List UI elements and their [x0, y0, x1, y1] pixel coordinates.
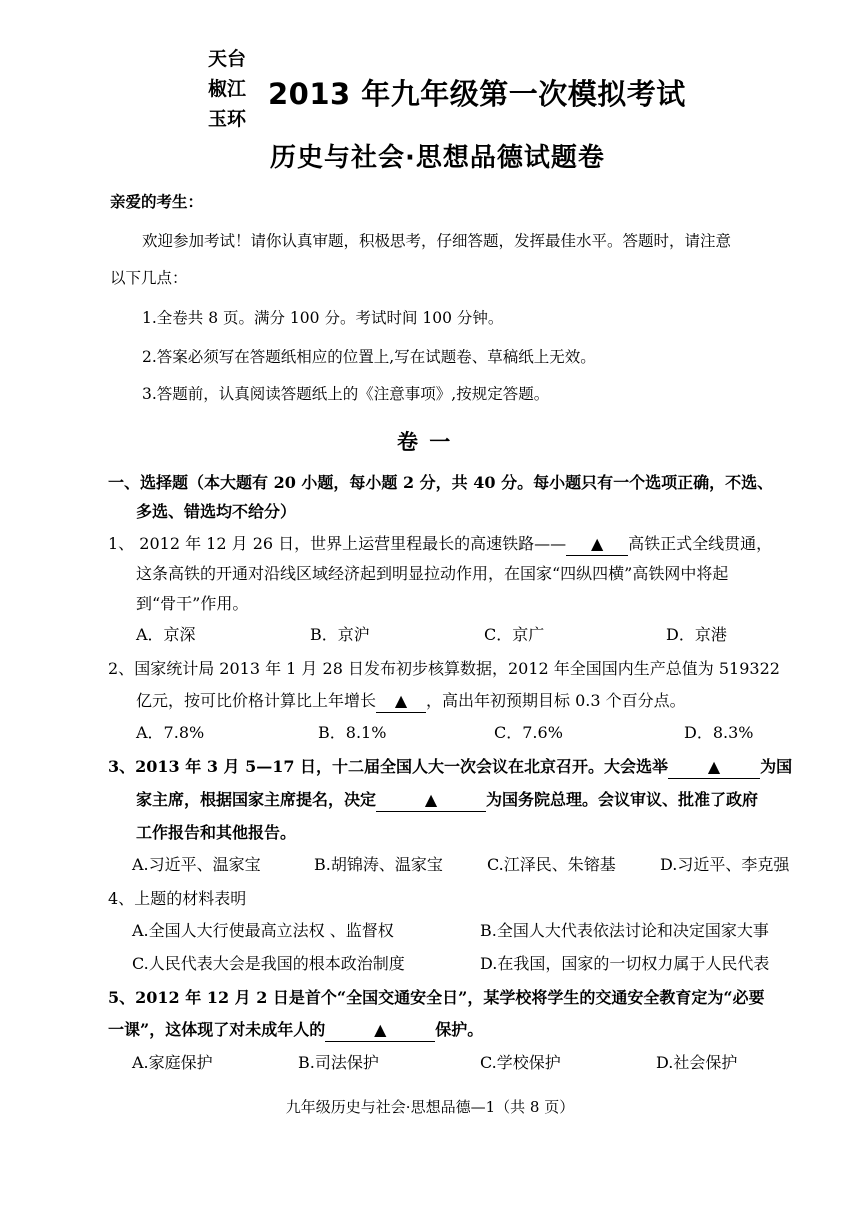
note-item: 1.全卷共 8 页。满分 100 分。考试时间 100 分钟。: [142, 309, 504, 327]
option-c: C．京广: [484, 625, 545, 644]
option-b: B.司法保护: [298, 1053, 379, 1072]
question-text: 亿元，按可比价格计算比上年增长 ▲ ，高出年初预期目标 0.3 个百分点。: [136, 688, 686, 713]
question-3: 3、2013 年 3 月 5—17 日，十二届全国人大一次会议在北京召开。大会选举 ▲ 为国: [108, 754, 792, 779]
question-text: 家主席，根据国家主席提名，决定 ▲ 为国务院总理。会议审议、批准了政府: [136, 787, 758, 812]
section-title: 卷 一: [397, 430, 453, 454]
part-heading: 一、选择题（本大题有 20 小题，每小题 2 分，共 40 分。每小题只有一个选项正确，不选、: [108, 473, 774, 492]
question-text: 一课”，这体现了对未成年人的 ▲ 保护。: [108, 1017, 483, 1042]
question-text: 这条高铁的开通对沿线区域经济起到明显拉动作用，在国家“四纵四横”高铁网中将起: [136, 564, 729, 583]
note-item: 2.答案必须写在答题纸相应的位置上,写在试题卷、草稿纸上无效。: [142, 348, 596, 366]
option-a: A.习近平、温家宝: [132, 855, 261, 874]
option-a: A.家庭保护: [132, 1053, 213, 1072]
question-number: 5、: [108, 988, 136, 1007]
answer-blank: ▲: [325, 1021, 435, 1042]
question-number: 3、: [108, 757, 136, 776]
welcome-text-cont: 以下几点：: [110, 269, 188, 287]
exam-subtitle: 历史与社会·思想品德试题卷: [270, 143, 605, 173]
question-5: 5、2012 年 12 月 2 日是首个“全国交通安全日”，某学校将学生的交通安全教育定为“必要: [108, 988, 765, 1007]
option-d: D.习近平、李克强: [660, 855, 790, 874]
page-footer: 九年级历史与社会·思想品德—1（共 8 页）: [285, 1098, 575, 1116]
answer-blank: ▲: [376, 791, 486, 812]
option-a: A.全国人大行使最高立法权 、监督权: [132, 921, 394, 940]
question-text: 国家统计局 2013 年 1 月 28 日发布初步核算数据，2012 年全国国内生产总值为 519322: [134, 659, 780, 678]
answer-blank: ▲: [376, 692, 426, 713]
question-text: 工作报告和其他报告。: [136, 823, 297, 842]
option-c: C．7.6%: [494, 723, 563, 742]
part-heading-cont: 多选、错选均不给分）: [136, 502, 297, 521]
option-b: B.胡锦涛、温家宝: [314, 855, 443, 874]
region-list: [208, 44, 246, 134]
greeting: 亲爱的考生：: [110, 192, 204, 211]
answer-blank: ▲: [668, 758, 760, 779]
question-2: [108, 656, 780, 679]
note-item: 3.答题前，认真阅读答题纸上的《注意事项》,按规定答题。: [142, 385, 550, 403]
region-name: 天台: [208, 48, 247, 70]
option-b: B．8.1%: [318, 723, 387, 742]
question-number: 1、: [108, 534, 135, 553]
option-c: C.人民代表大会是我国的根本政治制度: [132, 954, 405, 973]
question-text: 高铁正式全线贯通，: [628, 534, 773, 553]
option-a: A．7.8%: [136, 723, 205, 742]
option-d: D.社会保护: [656, 1053, 738, 1072]
region-name: 椒江: [208, 78, 247, 100]
option-c: C.江泽民、朱镕基: [487, 855, 616, 874]
option-d: D.在我国，国家的一切权力属于人民代表: [480, 954, 770, 973]
option-d: D．京港: [666, 625, 727, 644]
option-b: B.全国人大代表依法讨论和决定国家大事: [480, 921, 769, 940]
question-text: 到“骨干”作用。: [136, 594, 249, 613]
question-4: 4、上题的材料表明: [108, 889, 247, 908]
question-number: 2、: [108, 659, 135, 678]
answer-blank: ▲: [566, 535, 628, 556]
welcome-text: 欢迎参加考试！请你认真审题，积极思考，仔细答题，发挥最佳水平。答题时，请注意: [142, 232, 732, 250]
region-name: 玉环: [208, 108, 247, 130]
option-d: D．8.3%: [684, 723, 754, 742]
question-text: 2012 年 12 月 26 日，世界上运营里程最长的高速铁路——: [134, 534, 567, 553]
question-number: 4、: [108, 889, 135, 908]
option-c: C.学校保护: [480, 1053, 561, 1072]
option-a: A．京深: [136, 625, 196, 644]
question-1: [108, 531, 772, 556]
exam-title: 2013 年九年级第一次模拟考试: [268, 77, 686, 111]
option-b: B．京沪: [310, 625, 370, 644]
